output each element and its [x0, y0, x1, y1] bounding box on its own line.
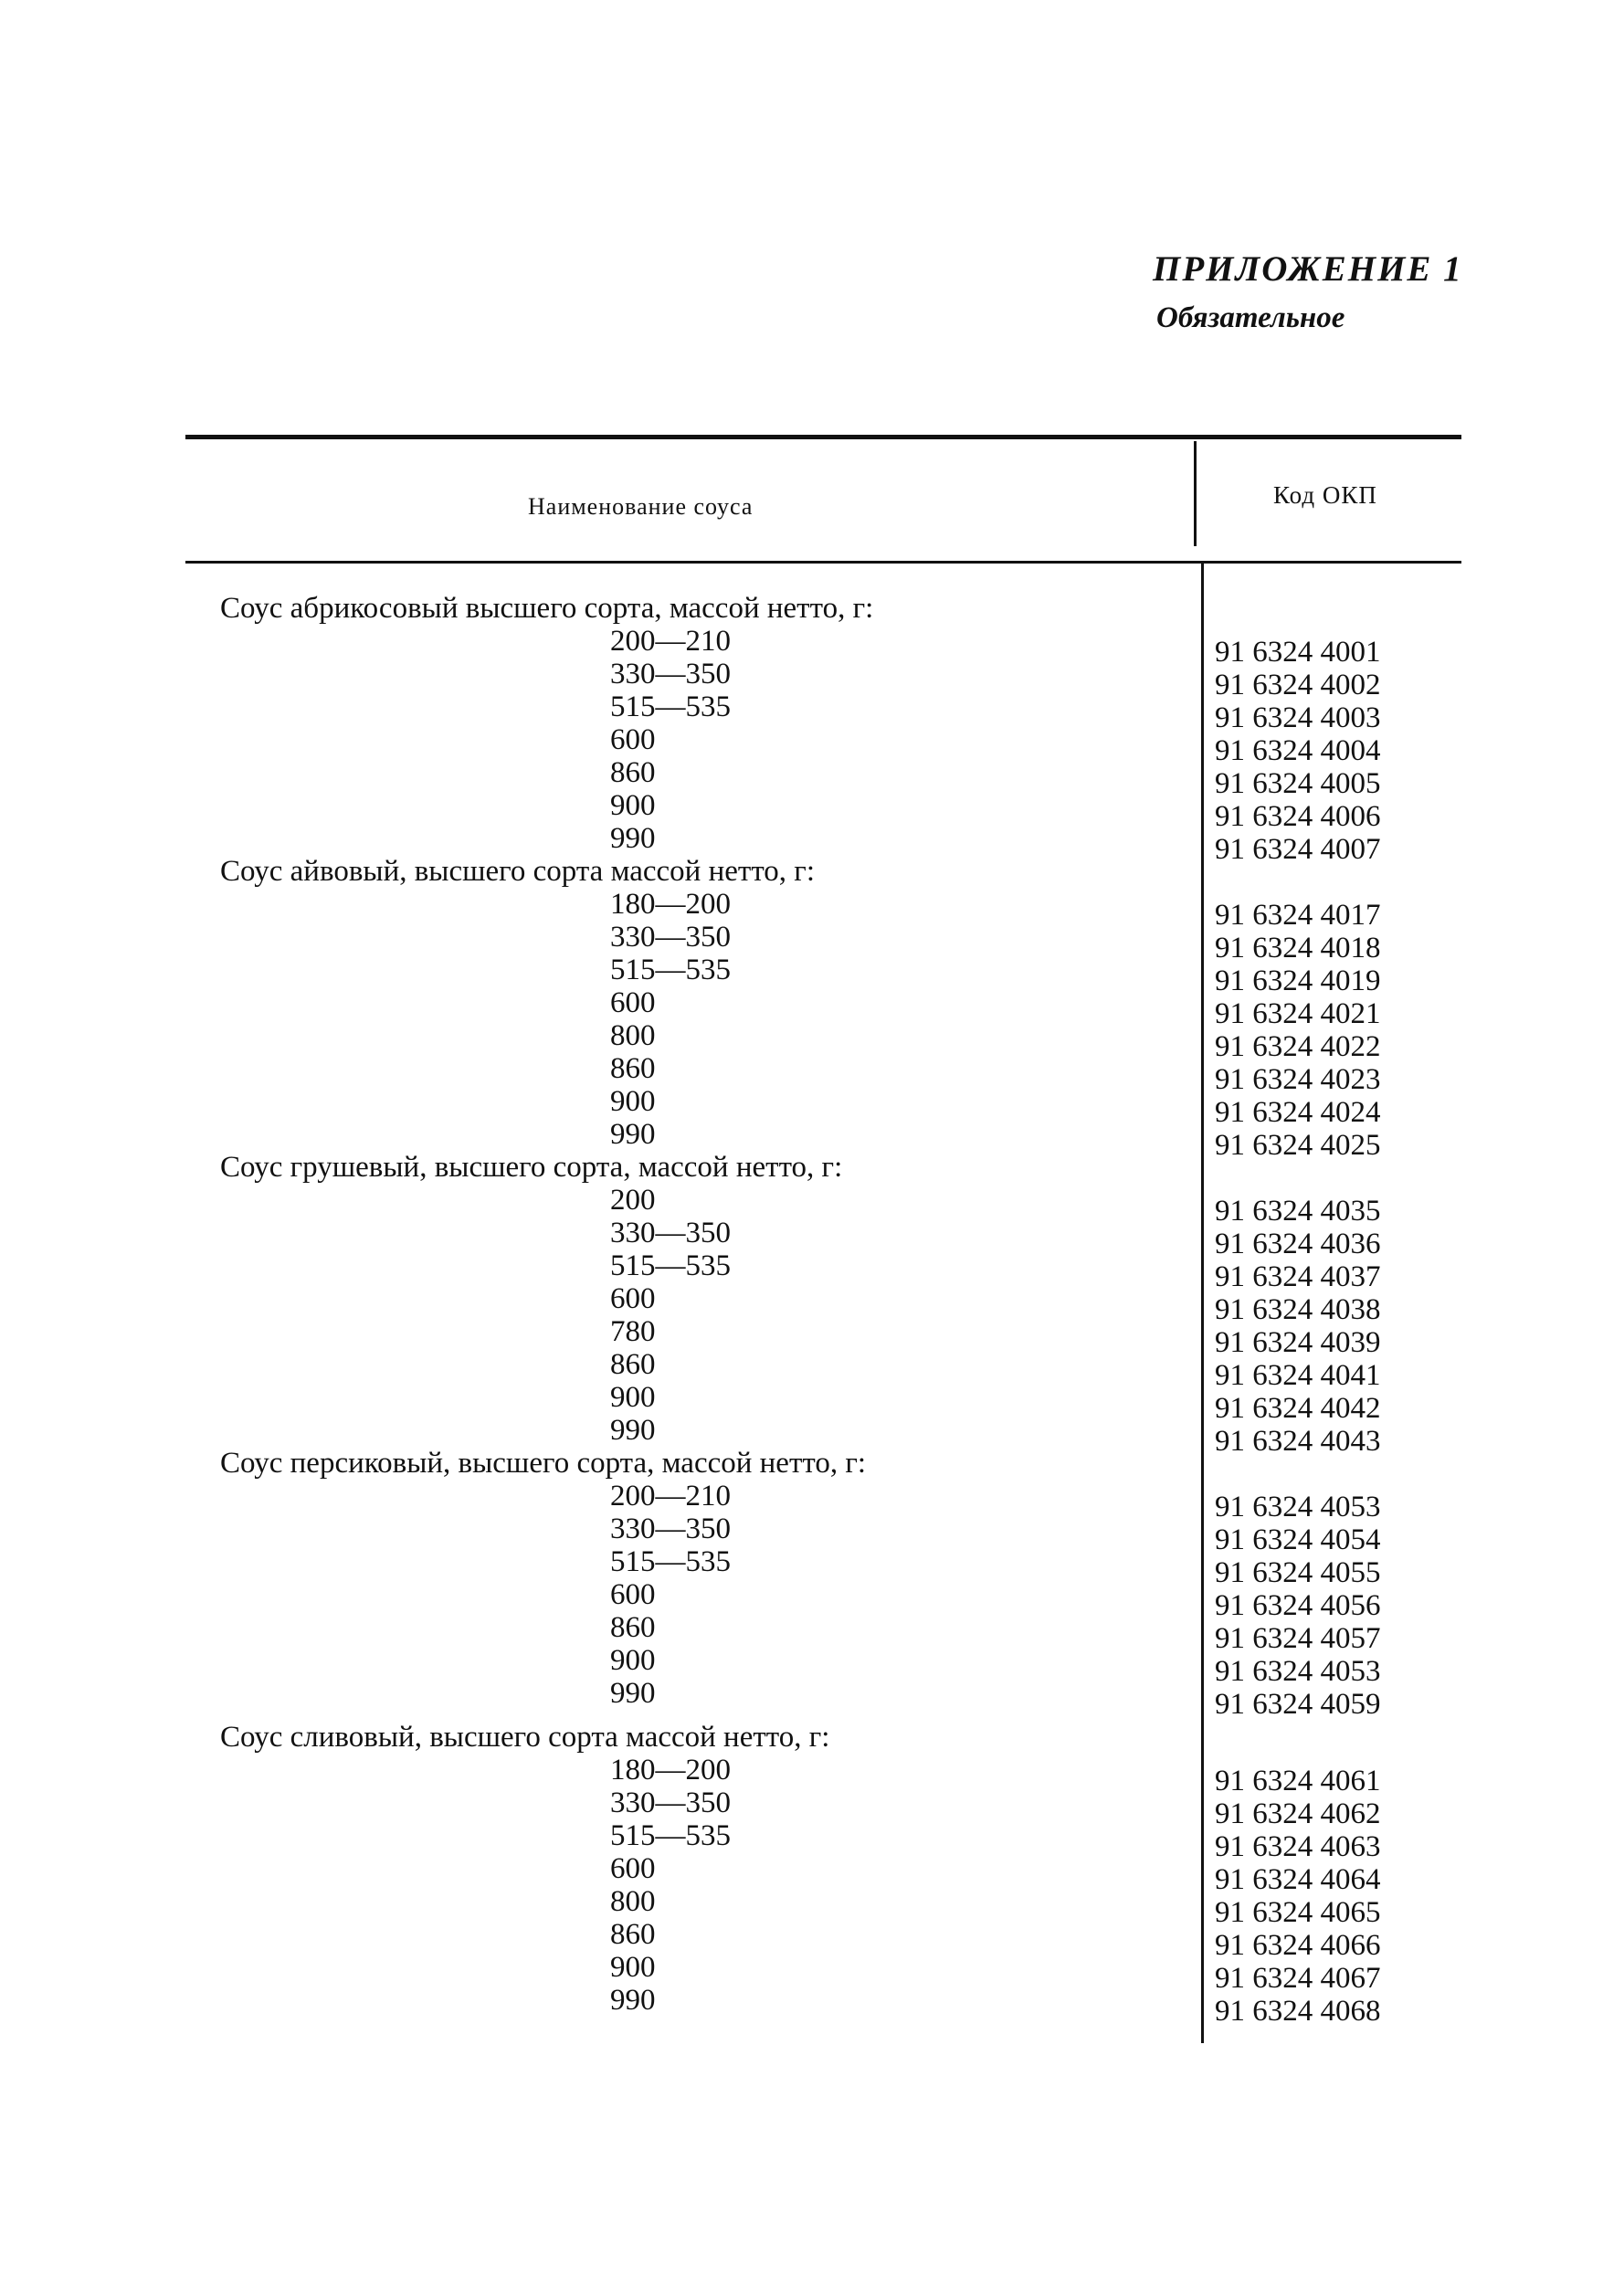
table-row: [0, 756, 1624, 800]
okp-code-cell: 91 6324 4053: [1215, 1491, 1381, 1523]
mass-cell: 515—535: [610, 954, 731, 986]
mass-cell: 600: [610, 723, 656, 756]
table-row: [0, 1019, 1624, 1063]
group-title-row: [0, 1721, 1624, 1754]
okp-code-cell: 91 6324 4005: [1215, 767, 1381, 800]
table-row: [0, 1984, 1624, 2028]
mass-cell: 990: [610, 1677, 656, 1710]
mass-cell: 990: [610, 1118, 656, 1151]
table-row: [0, 921, 1624, 964]
table-row: [0, 1052, 1624, 1096]
table-row: [0, 1545, 1624, 1589]
okp-code-cell: 91 6324 4006: [1215, 800, 1381, 833]
okp-code-cell: 91 6324 4065: [1215, 1896, 1381, 1929]
table-row: [0, 888, 1624, 932]
mass-cell: 990: [610, 1984, 656, 2017]
mass-cell: 330—350: [610, 1786, 731, 1819]
okp-code-cell: 91 6324 4064: [1215, 1863, 1381, 1896]
mass-cell: 860: [610, 756, 656, 789]
mass-cell: 515—535: [610, 1249, 731, 1282]
table-row: [0, 1611, 1624, 1655]
mass-cell: 330—350: [610, 658, 731, 690]
table-row: [0, 789, 1624, 833]
okp-code-cell: 91 6324 4043: [1215, 1425, 1381, 1458]
mass-cell: 990: [610, 1414, 656, 1447]
mass-cell: 200: [610, 1184, 656, 1217]
table-row: [0, 1786, 1624, 1830]
okp-code-cell: 91 6324 4062: [1215, 1797, 1381, 1830]
mass-cell: 860: [610, 1348, 656, 1381]
mass-cell: 900: [610, 1381, 656, 1414]
mass-cell: 900: [610, 1085, 656, 1118]
okp-code-cell: 91 6324 4061: [1215, 1765, 1381, 1797]
table-row: [0, 1249, 1624, 1293]
mass-cell: 900: [610, 1644, 656, 1677]
appendix-subtitle: Обязательное: [1156, 301, 1345, 334]
okp-code-cell: 91 6324 4068: [1215, 1995, 1381, 2028]
column-header-name: Наименование соуса: [528, 493, 754, 520]
mass-cell: 860: [610, 1052, 656, 1085]
table-row: [0, 1951, 1624, 1995]
mass-cell: 800: [610, 1019, 656, 1052]
mass-cell: 990: [610, 822, 656, 855]
okp-code-cell: 91 6324 4021: [1215, 997, 1381, 1030]
mass-cell: 600: [610, 1852, 656, 1885]
okp-code-cell: 91 6324 4063: [1215, 1830, 1381, 1863]
okp-code-cell: 91 6324 4056: [1215, 1589, 1381, 1622]
okp-code-cell: 91 6324 4003: [1215, 701, 1381, 734]
okp-code-cell: 91 6324 4004: [1215, 734, 1381, 767]
appendix-title: ПРИЛОЖЕНИЕ 1: [1153, 249, 1463, 289]
okp-code-cell: 91 6324 4018: [1215, 932, 1381, 964]
okp-code-cell: 91 6324 4067: [1215, 1962, 1381, 1995]
mass-cell: 780: [610, 1315, 656, 1348]
table-row: [0, 1885, 1624, 1929]
table-row: [0, 1819, 1624, 1863]
okp-code-cell: 91 6324 4022: [1215, 1030, 1381, 1063]
table-top-rule: [185, 435, 1461, 439]
mass-cell: 515—535: [610, 1819, 731, 1852]
okp-code-cell: 91 6324 4054: [1215, 1523, 1381, 1556]
table-row: [0, 1282, 1624, 1326]
mass-cell: 600: [610, 1282, 656, 1315]
table-row: [0, 690, 1624, 734]
table-row: [0, 625, 1624, 669]
table-row: [0, 1217, 1624, 1260]
table-row: [0, 822, 1624, 866]
okp-code-cell: 91 6324 4017: [1215, 899, 1381, 932]
okp-code-cell: 91 6324 4053: [1215, 1655, 1381, 1688]
table-row: [0, 986, 1624, 1030]
okp-code-cell: 91 6324 4039: [1215, 1326, 1381, 1359]
table-row: [0, 1414, 1624, 1458]
mass-cell: 200—210: [610, 1480, 731, 1512]
table-row: [0, 723, 1624, 767]
okp-code-cell: 91 6324 4041: [1215, 1359, 1381, 1392]
okp-code-cell: 91 6324 4038: [1215, 1293, 1381, 1326]
group-title: Соус грушевый, высшего сорта, массой нетто, г:: [220, 1151, 843, 1184]
okp-code-cell: 91 6324 4066: [1215, 1929, 1381, 1962]
okp-code-cell: 91 6324 4007: [1215, 833, 1381, 866]
okp-code-cell: 91 6324 4023: [1215, 1063, 1381, 1096]
group-title: Соус сливовый, высшего сорта массой нетто, г:: [220, 1721, 830, 1754]
table-row: [0, 1754, 1624, 1797]
okp-code-cell: 91 6324 4019: [1215, 964, 1381, 997]
mass-cell: 900: [610, 789, 656, 822]
group-title-row: [0, 1151, 1624, 1184]
table-row: [0, 1644, 1624, 1688]
okp-code-cell: 91 6324 4057: [1215, 1622, 1381, 1655]
header-column-divider: [1194, 441, 1197, 546]
mass-cell: 600: [610, 1578, 656, 1611]
table-row: [0, 1677, 1624, 1721]
okp-code-cell: 91 6324 4037: [1215, 1260, 1381, 1293]
table-row: [0, 1852, 1624, 1896]
group-title-row: [0, 855, 1624, 888]
mass-cell: 200—210: [610, 625, 731, 658]
table-row: [0, 1918, 1624, 1962]
mass-cell: 800: [610, 1885, 656, 1918]
mass-cell: 860: [610, 1918, 656, 1951]
table-header-rule: [185, 561, 1461, 564]
table-row: [0, 1480, 1624, 1523]
okp-code-cell: 91 6324 4025: [1215, 1129, 1381, 1162]
table-row: [0, 1085, 1624, 1129]
group-title: Соус персиковый, высшего сорта, массой нетто, г:: [220, 1447, 867, 1480]
mass-cell: 180—200: [610, 888, 731, 921]
table-row: [0, 1512, 1624, 1556]
mass-cell: 515—535: [610, 1545, 731, 1578]
mass-cell: 860: [610, 1611, 656, 1644]
column-header-code: Код ОКП: [1273, 481, 1377, 509]
table-row: [0, 954, 1624, 997]
group-title: Соус айвовый, высшего сорта массой нетто, г:: [220, 855, 816, 888]
okp-code-cell: 91 6324 4059: [1215, 1688, 1381, 1721]
mass-cell: 900: [610, 1951, 656, 1984]
mass-cell: 330—350: [610, 921, 731, 954]
table-row: [0, 658, 1624, 701]
okp-code-cell: 91 6324 4001: [1215, 636, 1381, 669]
table-row: [0, 1381, 1624, 1425]
mass-cell: 330—350: [610, 1512, 731, 1545]
okp-code-cell: 91 6324 4055: [1215, 1556, 1381, 1589]
okp-code-cell: 91 6324 4042: [1215, 1392, 1381, 1425]
mass-cell: 515—535: [610, 690, 731, 723]
mass-cell: 600: [610, 986, 656, 1019]
mass-cell: 330—350: [610, 1217, 731, 1249]
okp-code-cell: 91 6324 4035: [1215, 1195, 1381, 1228]
group-title: Соус абрикосовый высшего сорта, массой нетто, г:: [220, 592, 874, 625]
table-row: [0, 1315, 1624, 1359]
okp-code-cell: 91 6324 4024: [1215, 1096, 1381, 1129]
table-body: [0, 592, 1624, 2028]
okp-code-cell: 91 6324 4002: [1215, 669, 1381, 701]
mass-cell: 180—200: [610, 1754, 731, 1786]
group-title-row: [0, 592, 1624, 625]
table-row: [0, 1348, 1624, 1392]
table-row: [0, 1578, 1624, 1622]
group-title-row: [0, 1447, 1624, 1480]
okp-code-cell: 91 6324 4036: [1215, 1228, 1381, 1260]
table-row: [0, 1118, 1624, 1162]
table-row: [0, 1184, 1624, 1228]
